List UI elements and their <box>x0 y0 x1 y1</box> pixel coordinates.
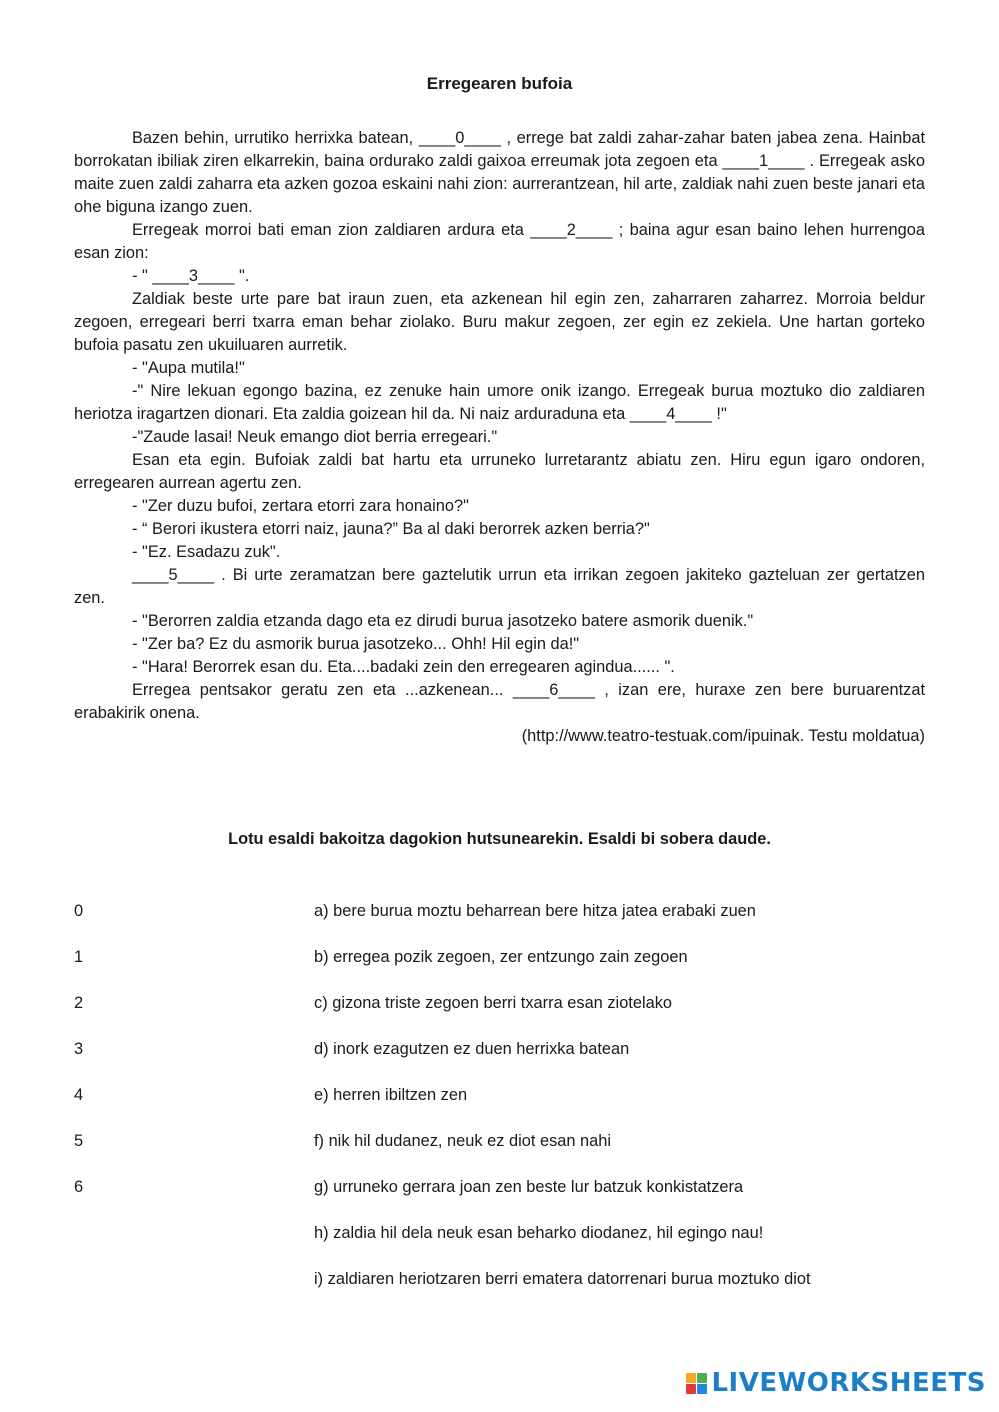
story-paragraph: - “ Berori ikustera etorri naiz, jauna?” Ba al daki berorrek azken berria?" <box>132 520 650 538</box>
story-source: (http://www.teatro-testuak.com/ipuinak. Testu moldatua) <box>521 727 925 745</box>
liveworksheets-logo-icon <box>686 1373 707 1394</box>
gap-number: 4 <box>74 1086 84 1104</box>
story-paragraph: -"Zaude lasai! Neuk emango diot berria erregeari." <box>132 428 498 446</box>
option-i: i) zaldiaren heriotzaren berri ematera datorrenari burua moztuko diot <box>314 1270 811 1288</box>
story-paragraph: - "Zer ba? Ez du asmorik burua jasotzeko... Ohh! Hil egin da!" <box>132 635 580 653</box>
story-paragraph: - "Berorren zaldia etzanda dago eta ez dirudi burua jasotzeko batere asmorik duenik." <box>132 612 754 630</box>
story-text <box>74 127 925 748</box>
story-paragraph: Erregeak morroi bati eman zion zaldiaren ardura eta ____2____ ; baina agur esan baino lehen hurrengoa esan zion: <box>74 221 925 262</box>
gap-number: 1 <box>74 948 84 966</box>
story-paragraph: Bazen behin, urrutiko herrixka batean, ____0____ , errege bat zaldi zahar-zahar baten jabea zena. Hainbat borrokatan ibiliak ziren elkarrekin, baina ordurako zaldi gaixoa erreumak jota zegoen eta ____1____ . Erregeak asko maite zuen zaldi zaharra eta azken gozoa eskaini nahi zion: aurrerantzean, hil arte, zaldiak nahi zuen beste janari eta ohe biguna izango zuen. <box>74 129 926 216</box>
option-a: a) bere burua moztu beharrean bere hitza jatea erabaki zuen <box>314 902 756 920</box>
story-paragraph: Zaldiak beste urte pare bat iraun zuen, eta azkenean hil egin zen, zaharraren zaharrez. Morroia beldur zegoen, erregeari berri txarra eman behar ziolako. Buru makur zegoen, zer egin ez zekiela. Une hartan gorteko bufoia pasatu zen ukuiluaren aurretik. <box>74 290 925 354</box>
gap-number: 0 <box>74 902 84 920</box>
story-paragraph: Erregea pentsakor geratu zen eta ...azkenean... ____6____ , izan ere, huraxe zen bere buruarentzat erabakirik onena. <box>74 681 925 722</box>
option-c: c) gizona triste zegoen berri txarra esan ziotelako <box>314 994 673 1012</box>
gap-number: 2 <box>74 994 84 1012</box>
story-paragraph: - "Hara! Berorrek esan du. Eta....badaki zein den erregearen agindua...... ". <box>132 658 675 676</box>
story-paragraph: Esan eta egin. Bufoiak zaldi bat hartu eta urruneko lurretarantz abiatu zen. Hiru egun igaro ondoren, erregearen aurrean agertu zen. <box>74 451 925 492</box>
logo-tile <box>697 1384 707 1394</box>
gap-number: 6 <box>74 1178 84 1196</box>
story-paragraph: -" Nire lekuan egongo bazina, ez zenuke hain umore onik izango. Erregeak burua moztuko dio zaldiaren heriotza iragartzen dionari. Eta zaldia goizean hil da. Ni naiz arduraduna eta ____4____ !" <box>74 382 925 423</box>
page-title: Erregearen bufoia <box>426 74 573 93</box>
logo-tile <box>686 1384 696 1394</box>
option-e: e) herren ibiltzen zen <box>314 1086 468 1104</box>
story-paragraph: - " ____3____ ". <box>132 267 250 285</box>
option-b: b) erregea pozik zegoen, zer entzungo zain zegoen <box>314 948 688 966</box>
story-paragraph: - "Zer duzu bufoi, zertara etorri zara honaino?" <box>132 497 469 515</box>
liveworksheets-brand <box>686 1368 986 1398</box>
story-paragraph: - "Ez. Esadazu zuk". <box>132 543 281 561</box>
brand-name: LIVEWORKSHEETS <box>711 1368 986 1398</box>
logo-tile <box>697 1373 707 1383</box>
option-g: g) urruneko gerrara joan zen beste lur batzuk konkistatzera <box>314 1178 744 1196</box>
gap-number: 5 <box>74 1132 84 1150</box>
option-d: d) inork ezagutzen ez duen herrixka batean <box>314 1040 630 1058</box>
story-paragraph: - "Aupa mutila!" <box>132 359 245 377</box>
gap-number: 3 <box>74 1040 84 1058</box>
option-f: f) nik hil dudanez, neuk ez diot esan nahi <box>314 1132 612 1150</box>
logo-tile <box>686 1373 696 1383</box>
exercise-instruction: Lotu esaldi bakoitza dagokion hutsunearekin. Esaldi bi sobera daude. <box>228 830 771 848</box>
story-paragraph: ____5____ . Bi urte zeramatzan bere gaztelutik urrun eta irrikan zegoen jakiteko gazteluan zer gertatzen zen. <box>74 566 925 607</box>
option-h: h) zaldia hil dela neuk esan beharko diodanez, hil egingo nau! <box>314 1224 764 1242</box>
